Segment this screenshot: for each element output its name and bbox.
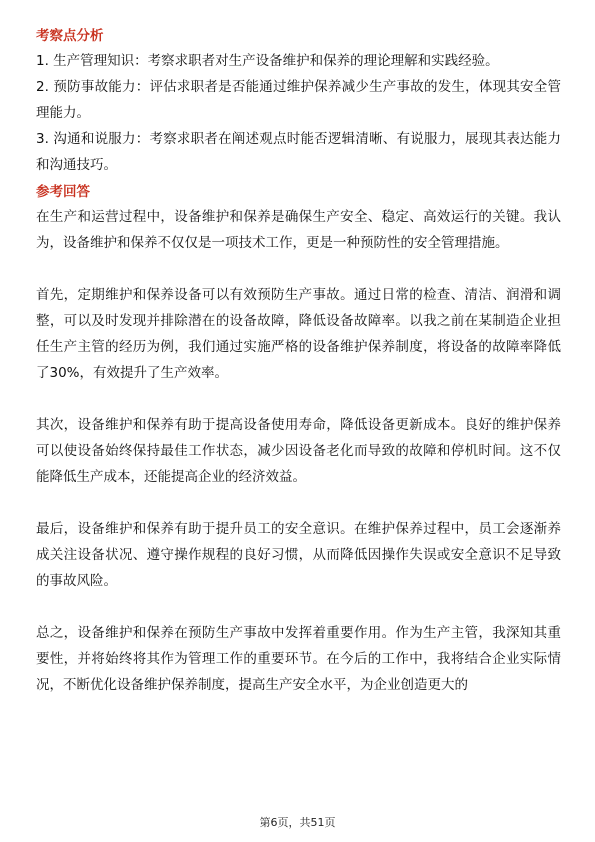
answer-paragraph-5: 总之，设备维护和保养在预防生产事故中发挥着重要作用。作为生产主管，我深知其重要性，并将始终将其作为管理工作的重要环节。在今后的工作中，我将结合企业实际情况，不断优化设备维护保养制度，提高生产安全水平，为企业创造更大的 xyxy=(36,625,561,693)
analysis-item-3: 3. 沟通和说服力：考察求职者在阐述观点时能否逻辑清晰、有说服力，展现其表达能力和沟通技巧。 xyxy=(36,131,561,173)
answer-paragraph-1: 在生产和运营过程中，设备维护和保养是确保生产安全、稳定、高效运行的关键。我认为，设备维护和保养不仅仅是一项技术工作，更是一种预防性的安全管理措施。 xyxy=(36,209,561,251)
answer-paragraph-4: 最后，设备维护和保养有助于提升员工的安全意识。在维护保养过程中，员工会逐渐养成关注设备状况、遵守操作规程的良好习惯，从而降低因操作失误或安全意识不足导致的事故风险。 xyxy=(36,521,561,589)
section-heading-analysis: 考察点分析 xyxy=(36,28,104,44)
answer-paragraph-2: 首先，定期维护和保养设备可以有效预防生产事故。通过日常的检查、清洁、润滑和调整，可以及时发现并排除潜在的设备故障，降低设备故障率。以我之前在某制造企业担任生产主管的经历为例，我们通过实施严格的设备维护保养制度，将设备的故障率降低了30%，有效提升了生产效率。 xyxy=(36,287,561,381)
page-number: 第6页，共51页 xyxy=(259,816,336,829)
answer-paragraph-3: 其次，设备维护和保养有助于提高设备使用寿命，降低设备更新成本。良好的维护保养可以使设备始终保持最佳工作状态，减少因设备老化而导致的故障和停机时间。这不仅能降低生产成本，还能提高企业的经济效益。 xyxy=(36,417,561,485)
page-content xyxy=(36,24,561,698)
analysis-item-2: 2. 预防事故能力：评估求职者是否能通过维护保养减少生产事故的发生，体现其安全管理能力。 xyxy=(36,79,561,121)
section-heading-answer: 参考回答 xyxy=(36,184,90,200)
analysis-item-1: 1. 生产管理知识：考察求职者对生产设备维护和保养的理论理解和实践经验。 xyxy=(36,53,499,69)
